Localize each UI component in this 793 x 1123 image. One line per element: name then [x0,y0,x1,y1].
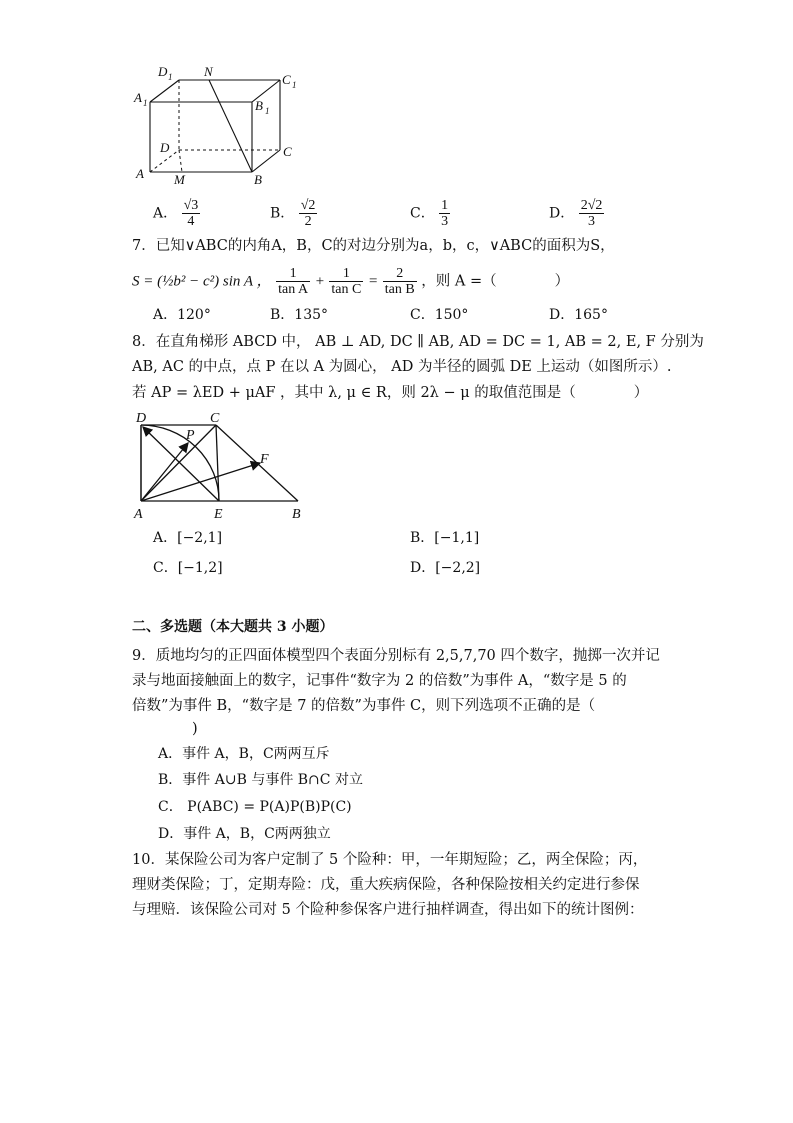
q7-frac-3 [383,266,417,297]
q9-option-c[interactable]: C． P(ABC) = P(A)P(B)P(C) [158,799,352,815]
label-C: C [283,144,292,159]
q6-option-b[interactable] [270,198,317,229]
q8-option-a[interactable]: A．[−2,1] [153,530,223,546]
q7-frac-2-num: 1 [329,266,363,282]
trap-label-F: F [260,452,269,467]
q6-option-c-fraction [439,198,450,229]
label-M: M [174,172,185,187]
q6-option-a-den: 4 [187,214,195,229]
label-B1-sub: 1 [265,106,270,116]
q6-option-d-den: 3 [588,214,596,229]
label-C1-sub: 1 [292,80,297,90]
trap-label-C: C [210,411,220,426]
q7-frac-1 [276,266,310,297]
q10-stem-line3: 与理赔．该保险公司对 5 个险种参保客户进行抽样调查，得出如下的统计图例： [132,902,644,918]
q7-frac-3-den: tan B [384,282,415,297]
q9-option-b[interactable]: B．事件 A∪B 与事件 B∩C 对立 [158,772,363,788]
q8-stem-line1: 8．在直角梯形 ABCD 中， AB ⊥ AD, DC ∥ AB, AD = DC = 1, AB = 2, E, F 分别为 [132,334,704,350]
q6-option-c-den: 3 [441,214,449,229]
section-2-heading: 二、多选题（本大题共 3 小题） [132,619,334,635]
box-figure [128,60,308,188]
label-D: D [160,140,170,155]
q9-option-a[interactable]: A．事件 A，B，C两两互斥 [158,746,330,762]
q7-formula-s: S = (½b² − c²) sin A ， [132,273,272,290]
q6-option-d-fraction [579,198,605,229]
trap-label-E: E [214,507,223,522]
label-N: N [204,64,213,79]
q7-frac-3-num: 2 [383,266,417,282]
q6-option-c[interactable] [410,198,450,229]
q7-stem-line1: 7．已知∨ABC的内角A，B，C的对边分别为a，b，c，∨ABC的面积为S， [132,238,615,254]
q6-option-a[interactable] [153,198,200,229]
trap-label-A: A [134,507,143,522]
label-B: B [254,172,262,187]
trapezoid-figure [130,408,315,523]
label-B1: B [255,98,263,113]
q7-frac-2 [329,266,363,297]
q9-stem-line1: 9．质地均匀的正四面体模型四个表面分别标有 2,5,7,70 四个数字，抛掷一次并记 [132,648,660,664]
q7-formula-line: S = (½b² − c²) sin A ， $\frac{1}{\text{tan A}}$ + $\frac{1}{\text{tan C}}$ = $\frac{2}{\text{tan B}}$ ，则 A =（ ） [132,266,570,297]
trap-label-B: B [292,507,301,522]
trap-label-D: D [136,411,147,426]
q8-stem-line2: AB, AC 的中点，点 P 在以 A 为圆心， AD 为半径的圆弧 DE 上运动（如图所示）. [132,359,672,375]
q8-option-d[interactable]: D．[−2,2] [410,560,481,576]
q10-stem-line2: 理财类保险；丁，定期寿险：戊，重大疾病保险，各种保险按相关约定进行参保 [132,877,640,893]
q6-option-c-label: C． [410,205,435,222]
q6-option-d[interactable] [549,198,604,229]
label-D1-sub: 1 [168,72,173,82]
q6-option-b-den: 2 [304,214,312,229]
q7-option-d[interactable]: D．165° [549,307,608,323]
q6-option-a-fraction [182,198,201,229]
q7-frac-1-num: 1 [276,266,310,282]
q8-stem-line3: 若 AP = λED + μAF ，其中 λ, μ ∈ R，则 2λ − μ 的取值范围是（ ） [132,385,649,401]
q7-tail: ，则 A =（ ） [421,273,570,290]
q6-option-b-num: √2 [300,198,316,213]
q6-option-a-num: √3 [183,198,199,213]
q9-option-d[interactable]: D．事件 A，B，C两两独立 [158,826,331,842]
q10-stem-line1: 10．某保险公司为客户定制了 5 个险种：甲，一年期短险；乙，两全保险；丙， [132,852,648,868]
q9-stem-line3: 倍数”为事件 B，“数字是 7 的倍数”为事件 C，则下列选项不正确的是（ [132,698,596,714]
q6-option-b-label: B． [270,205,295,222]
q8-option-b[interactable]: B．[−1,1] [410,530,480,546]
label-A: A [136,166,144,181]
q7-frac-2-den: tan C [331,282,362,297]
q9-stem-line4: ) [192,721,198,737]
q7-option-c[interactable]: C．150° [410,307,469,323]
q7-frac-1-den: tan A [278,282,309,297]
q7-option-a[interactable]: A．120° [153,307,211,323]
q8-option-c[interactable]: C．[−1,2] [153,560,223,576]
q6-option-a-label: A． [153,205,178,222]
q6-option-b-fraction [299,198,318,229]
q6-option-d-label: D． [549,205,575,222]
q6-option-c-num: 1 [441,198,449,213]
label-C1: C [282,72,291,87]
label-A1-sub: 1 [143,98,148,108]
q6-option-d-num: 2√2 [580,198,603,213]
label-D1: D [158,64,168,79]
label-A1: A [134,90,142,105]
trap-label-P: P [186,428,195,443]
q7-option-b[interactable]: B．135° [270,307,329,323]
q9-stem-line2: 录与地面接触面上的数字，记事件“数字为 2 的倍数”为事件 A，“数字是 5 的 [132,673,627,689]
